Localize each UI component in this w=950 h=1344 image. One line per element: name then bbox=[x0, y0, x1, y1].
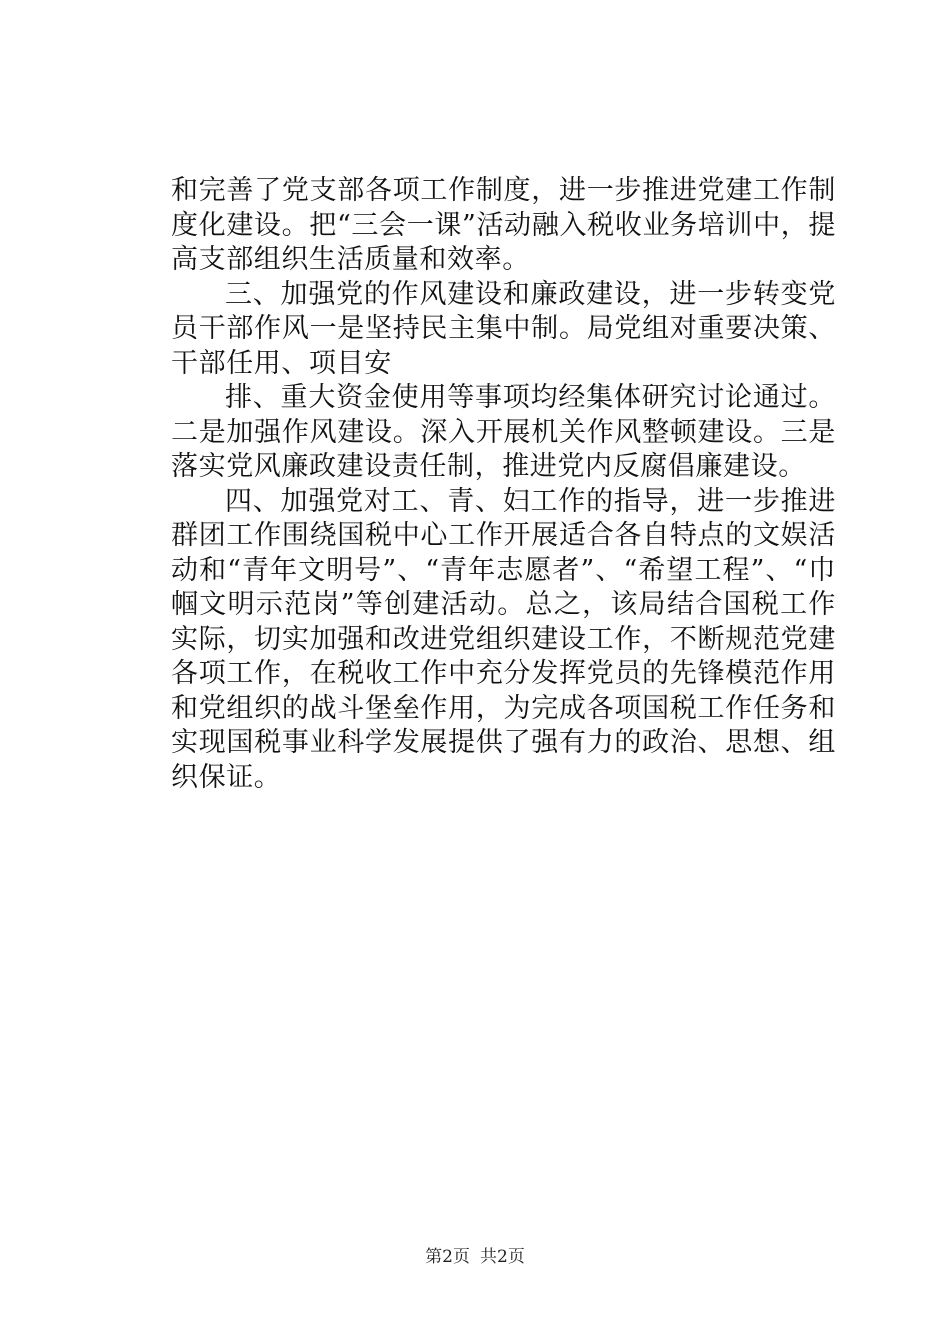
paragraph-section-three: 三、加强党的作风建设和廉政建设，进一步转变党员干部作风一是坚持民主集中制。局党组对重要决策、干部任用、项目安 bbox=[171, 278, 836, 379]
document-body bbox=[171, 174, 836, 795]
page-number: 第2页 bbox=[425, 1247, 470, 1267]
page-footer bbox=[0, 1246, 950, 1268]
page-total: 共2页 bbox=[480, 1247, 525, 1267]
paragraph-section-three-continued: 排、重大资金使用等事项均经集体研究讨论通过。二是加强作风建设。深入开展机关作风整顿建设。三是落实党风廉政建设责任制，推进党内反腐倡廉建设。 bbox=[171, 382, 836, 482]
paragraph-continued: 和完善了党支部各项工作制度，进一步推进党建工作制度化建设。把“三会一课”活动融入税收业务培训中，提高支部组织生活质量和效率。 bbox=[171, 175, 836, 275]
paragraph-section-four: 四、加强党对工、青、妇工作的指导，进一步推进群团工作围绕国税中心工作开展适合各自特点的文娱活动和“青年文明号”、“青年志愿者”、“希望工程”、“巾帼文明示范岗”等创建活动。总之，该局结合国税工作实际，切实加强和改进党组织建设工作，不断规范党建各项工作，在税收工作中充分发挥党员的先锋模范作用和党组织的战斗堡垒作用，为完成各项国税工作任务和实现国税事业科学发展提供了强有力的政治、思想、组织保证。 bbox=[171, 485, 836, 793]
